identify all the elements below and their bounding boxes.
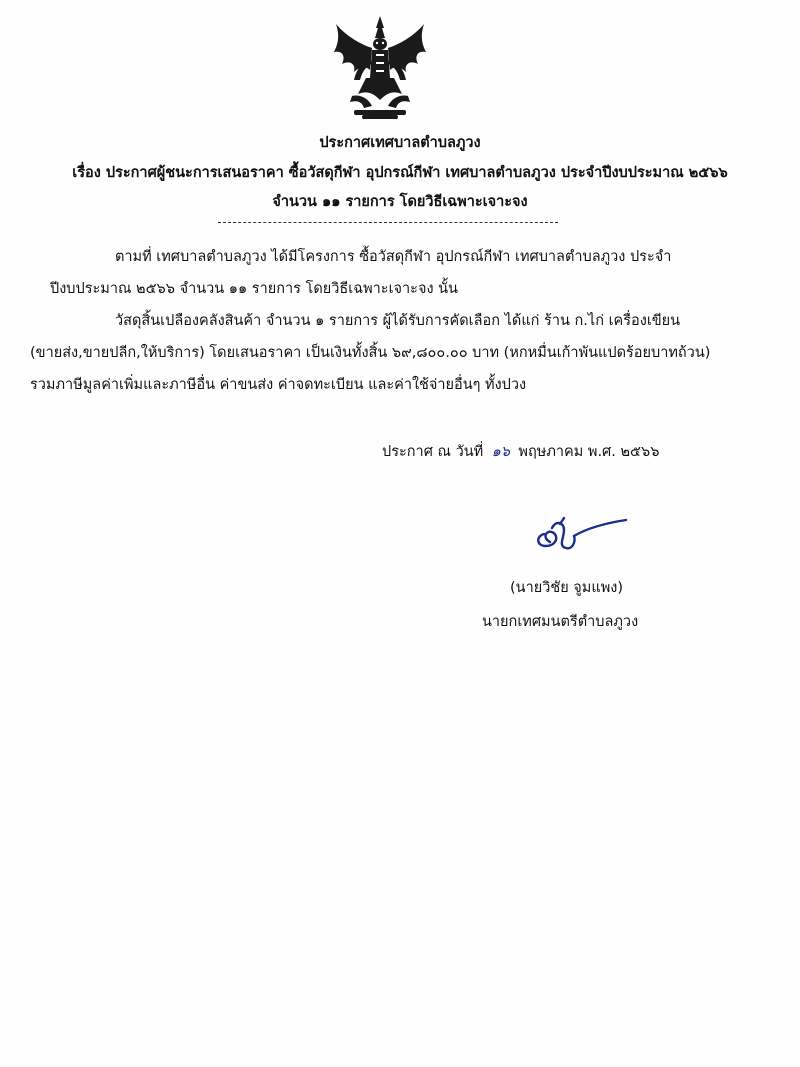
announce-date	[382, 440, 659, 463]
signatory-name: (นายวิชัย จูมแพง)	[510, 580, 623, 596]
body-line-4: (ขายส่ง,ขายปลีก,ให้บริการ) โดยเสนอราคา เป็นเงินทั้งสิ้น ๖๙,๘๐๐.๐๐ บาท (หกหมื่นเก้าพันแปดร้อยบาทถ้วน)	[30, 345, 711, 361]
signatory-position: นายกเทศมนตรีตำบลภูวง	[482, 614, 639, 630]
announcement-subject-count: จำนวน ๑๑ รายการ โดยวิธีเฉพาะเจาะจง	[272, 194, 528, 210]
garuda-emblem-icon	[332, 14, 428, 120]
announce-date-prefix: ประกาศ ณ วันที่	[382, 444, 484, 460]
body-line-2: ปีงบประมาณ ๒๕๖๖ จำนวน ๑๑ รายการ โดยวิธีเฉพาะเจาะจง นั้น	[50, 281, 458, 297]
handwritten-signature-icon	[530, 512, 630, 558]
announce-date-month-year: พฤษภาคม พ.ศ. ๒๕๖๖	[518, 444, 660, 460]
announce-date-day: ๑๖	[491, 444, 511, 460]
body-line-1: ตามที่ เทศบาลตำบลภูวง ได้มีโครงการ ซื้อวัสดุกีฬา อุปกรณ์กีฬา เทศบาลตำบลภูวง ประจำ	[115, 249, 672, 265]
dashed-divider	[218, 222, 558, 223]
announcement-heading: ประกาศเทศบาลตำบลภูวง	[319, 135, 481, 151]
announcement-subject: เรื่อง ประกาศผู้ชนะการเสนอราคา ซื้อวัสดุกีฬา อุปกรณ์กีฬา เทศบาลตำบลภูวง ประจำปีงบประมาณ ๒๕๖๖	[72, 165, 728, 181]
body-line-3: วัสดุสิ้นเปลืองคลังสินค้า จำนวน ๑ รายการ ผู้ได้รับการคัดเลือก ได้แก่ ร้าน ก.ไก่ เครื่องเขียน	[115, 313, 681, 329]
body-line-5: รวมภาษีมูลค่าเพิ่มและภาษีอื่น ค่าขนส่ง ค่าจดทะเบียน และค่าใช้จ่ายอื่นๆ ทั้งปวง	[30, 377, 527, 393]
